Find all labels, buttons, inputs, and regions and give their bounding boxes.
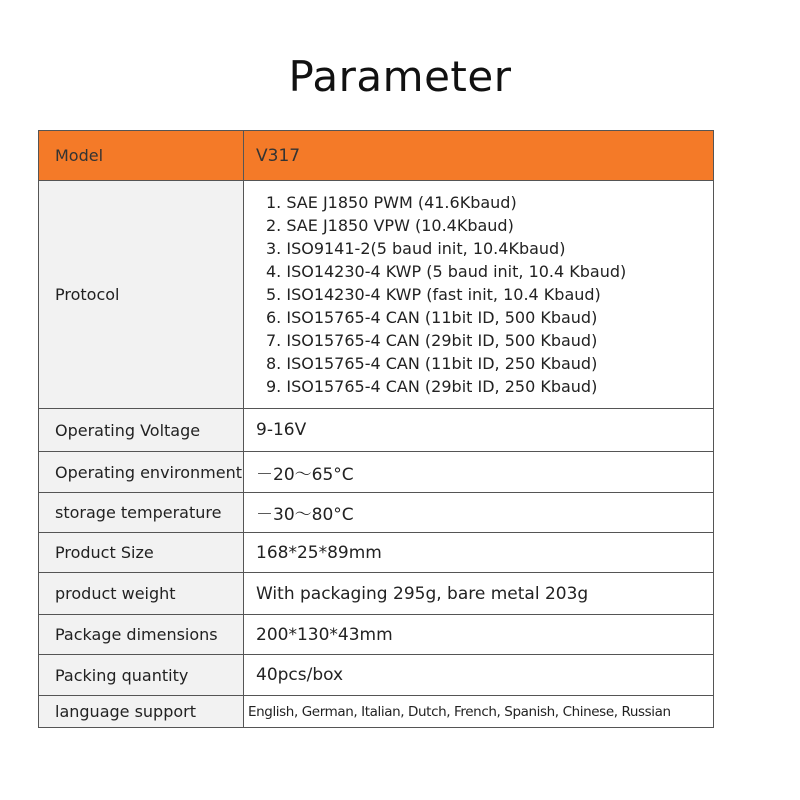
row-value: －20～65°C [244, 452, 714, 493]
row-label: Package dimensions [39, 615, 244, 655]
row-value: 168*25*89mm [244, 533, 714, 573]
table-row-protocol [39, 181, 714, 409]
table-row [39, 573, 714, 615]
list-item: 7. ISO15765-4 CAN (29bit ID, 500 Kbaud) [266, 331, 598, 350]
table-row-model [39, 131, 714, 181]
row-value: V317 [244, 131, 714, 181]
row-label: Protocol [39, 181, 244, 409]
row-value: 200*130*43mm [244, 615, 714, 655]
list-item: 8. ISO15765-4 CAN (11bit ID, 250 Kbaud) [266, 354, 598, 373]
row-value: English, German, Italian, Dutch, French, Spanish, Chinese, Russian [244, 696, 714, 728]
list-item: 6. ISO15765-4 CAN (11bit ID, 500 Kbaud) [266, 308, 598, 327]
row-label: product weight [39, 573, 244, 615]
list-item: 3. ISO9141-2(5 baud init, 10.4Kbaud) [266, 239, 566, 258]
row-label: Product Size [39, 533, 244, 573]
list-item: 1. SAE J1850 PWM (41.6Kbaud) [266, 193, 517, 212]
table-row [39, 655, 714, 696]
row-label: Operating Voltage [39, 409, 244, 452]
table-row [39, 452, 714, 493]
row-label: Operating environment [39, 452, 244, 493]
row-value [244, 181, 714, 409]
row-label: Model [39, 131, 244, 181]
list-item: 4. ISO14230-4 KWP (5 baud init, 10.4 Kbaud) [266, 262, 627, 281]
page-title: Parameter [288, 52, 512, 101]
row-value: 40pcs/box [244, 655, 714, 696]
table-row [39, 696, 714, 728]
row-value: With packaging 295g, bare metal 203g [244, 573, 714, 615]
parameter-table [38, 130, 714, 728]
list-item: 2. SAE J1850 VPW (10.4Kbaud) [266, 216, 514, 235]
table-row [39, 409, 714, 452]
row-label: Packing quantity [39, 655, 244, 696]
row-value: 9-16V [244, 409, 714, 452]
table-row [39, 493, 714, 533]
list-item: 5. ISO14230-4 KWP (fast init, 10.4 Kbaud) [266, 285, 601, 304]
list-item: 9. ISO15765-4 CAN (29bit ID, 250 Kbaud) [266, 377, 598, 396]
row-label: storage temperature [39, 493, 244, 533]
table-row [39, 533, 714, 573]
table-row [39, 615, 714, 655]
row-label: language support [39, 696, 244, 728]
row-value: －30～80°C [244, 493, 714, 533]
protocol-list [256, 191, 713, 398]
